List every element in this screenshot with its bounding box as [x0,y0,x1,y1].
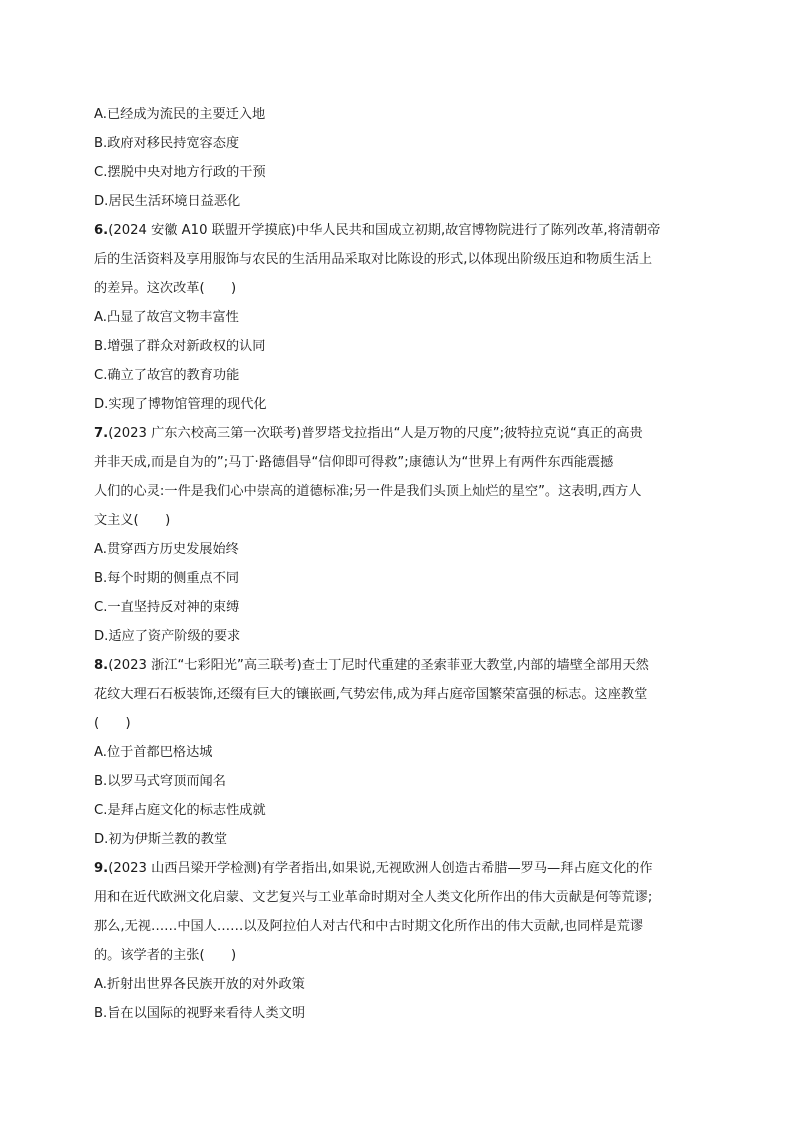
option-c: C.确立了故宫的教育功能 [94,368,240,383]
question-8-line-3: ( ) [94,716,131,731]
option-a: A.凸显了故宫文物丰富性 [94,310,239,325]
option-d: D.实现了博物馆管理的现代化 [94,397,267,412]
option-a: A.位于首都巴格达城 [94,745,213,760]
question-7-line-4: 文主义( ) [94,513,171,528]
option-c: C.摆脱中央对地方行政的干预 [94,165,266,180]
question-6-line-3: 的差异。这次改革( ) [94,281,237,296]
question-8-line-1 [94,651,706,680]
question-text: (2023 山西吕梁开学检测)有学者指出,如果说,无视欧洲人创造古希腊—罗马—拜占庭文化的作 [108,861,653,876]
question-text: (2023 广东六校高三第一次联考)普罗塔戈拉指出“人是万物的尺度”;彼特拉克说“真正的高贵 [108,426,643,441]
option-a: A.折射出世界各民族开放的对外政策 [94,977,305,992]
option-b: B.以罗马式穹顶而闻名 [94,774,226,789]
question-9-line-4: 的。该学者的主张( ) [94,948,237,963]
question-6-line-1 [94,216,706,245]
option-c: C.是拜占庭文化的标志性成就 [94,803,266,818]
option-b: B.增强了群众对新政权的认同 [94,339,266,354]
option-b: B.政府对移民持宽容态度 [94,136,240,151]
option-c: C.一直坚持反对神的束缚 [94,600,240,615]
question-text: (2024 安徽 A10 联盟开学摸底)中华人民共和国成立初期,故宫博物院进行了陈列改革,将清朝帝 [108,223,661,238]
question-number: 9. [94,861,109,876]
option-b: B.旨在以国际的视野来看待人类文明 [94,1006,306,1021]
question-9-line-3: 那么,无视……中国人……以及阿拉伯人对古代和中古时期文化所作出的伟大贡献,也同样是荒谬 [94,919,644,934]
question-number: 7. [94,426,109,441]
question-8-line-2: 花纹大理石石板装饰,还缀有巨大的镶嵌画,气势宏伟,成为拜占庭帝国繁荣富强的标志。这座教堂 [94,687,648,702]
question-7-line-1 [94,419,706,448]
question-9-line-2: 用和在近代欧洲文化启蒙、文艺复兴与工业革命时期对全人类文化所作出的伟大贡献是何等荒谬; [94,890,653,905]
option-d: D.适应了资产阶级的要求 [94,629,241,644]
option-d: D.居民生活环境日益恶化 [94,194,241,209]
question-6-line-2: 后的生活资料及享用服饰与农民的生活用品采取对比陈设的形式,以体现出阶级压迫和物质生活上 [94,252,653,267]
option-d: D.初为伊斯兰教的教堂 [94,832,228,847]
question-number: 8. [94,658,109,673]
option-a: A.贯穿西方历史发展始终 [94,542,239,557]
option-b: B.每个时期的侧重点不同 [94,571,240,586]
option-a: A.已经成为流民的主要迁入地 [94,107,266,122]
question-7-line-2: 并非天成,而是自为的”;马丁·路德倡导“信仰即可得救”;康德认为“世界上有两件东西能震撼 [94,455,614,470]
question-number: 6. [94,223,109,238]
question-7-line-3: 人们的心灵:一件是我们心中崇高的道德标准;另一件是我们头顶上灿烂的星空”。这表明,西方人 [94,484,642,499]
question-list [94,100,706,1028]
question-9-line-1 [94,854,706,883]
question-text: (2023 浙江“七彩阳光”高三联考)查士丁尼时代重建的圣索菲亚大教堂,内部的墙壁全部用天然 [108,658,649,673]
